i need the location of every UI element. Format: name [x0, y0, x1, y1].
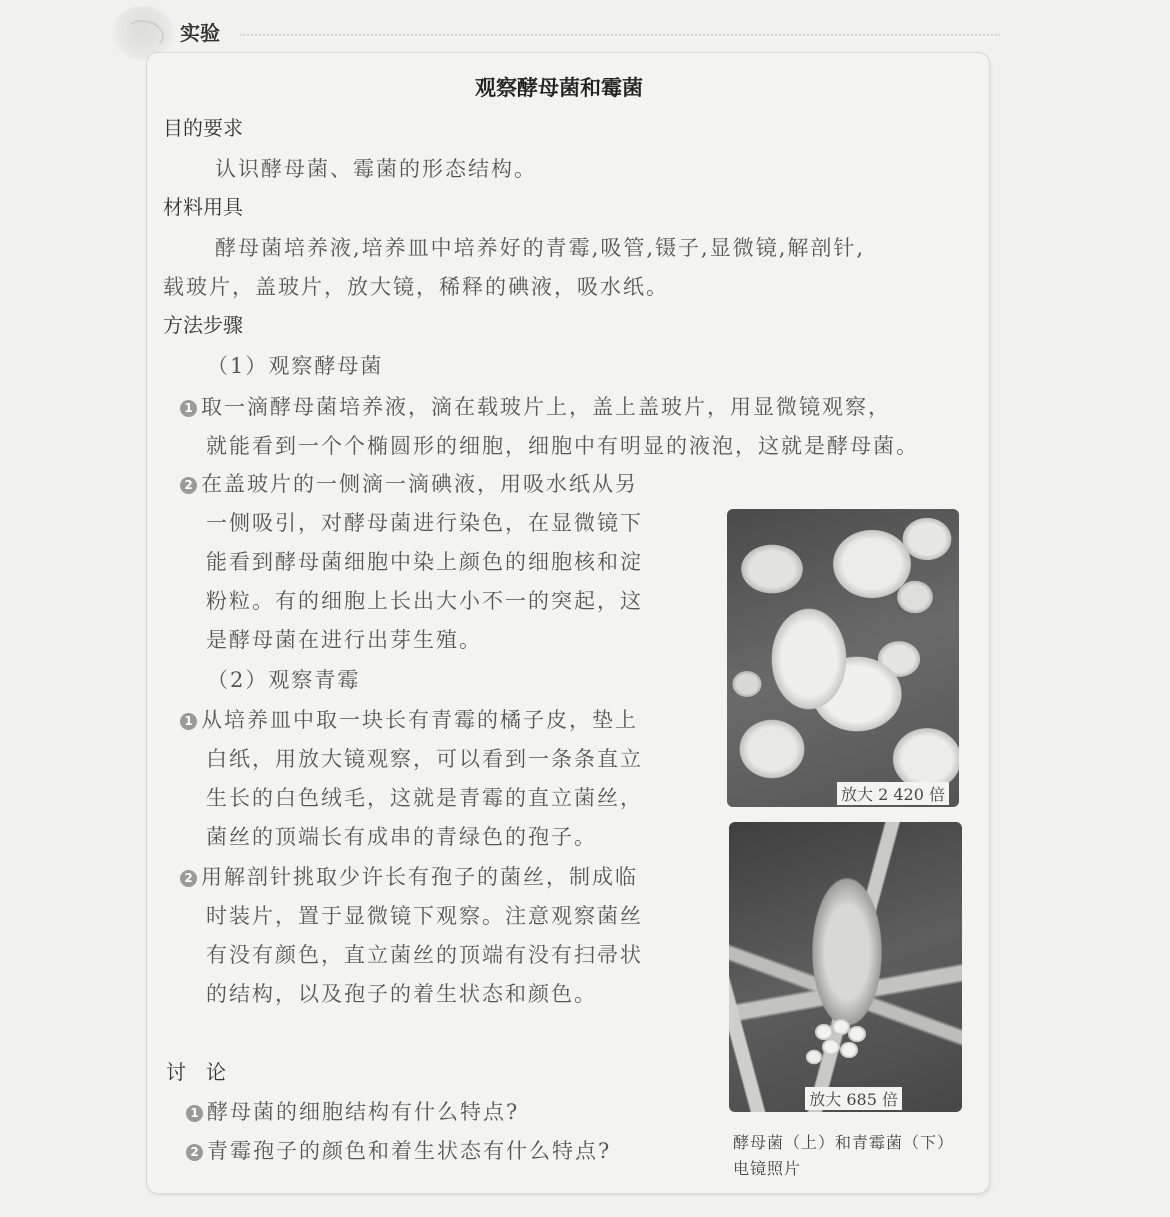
part2-title: （2）观察青霉 — [207, 668, 361, 692]
part2-step2-line-4: 的结构，以及孢子的着生状态和颜色。 — [206, 982, 597, 1006]
materials-heading: 材料用具 — [163, 195, 243, 219]
mold-magnification-label: 放大 685 倍 — [805, 1087, 902, 1110]
method-heading: 方法步骤 — [163, 313, 243, 337]
part2-step2-line-2: 时装片，置于显微镜下观察。注意观察菌丝 — [206, 904, 643, 928]
step-number-badge: 2 — [180, 870, 197, 887]
step-number-badge: 1 — [180, 713, 197, 730]
part2-step2-line-3: 有没有颜色，直立菌丝的顶端有没有扫帚状 — [206, 943, 643, 967]
part2-step1-line-3: 生长的白色绒毛，这就是青霉的直立菌丝， — [206, 786, 643, 810]
purpose-heading: 目的要求 — [163, 116, 243, 140]
part1-step1-line-2: 就能看到一个个椭圆形的细胞，细胞中有明显的液泡，这就是酵母菌。 — [206, 434, 919, 458]
materials-line-1: 酵母菌培养液,培养皿中培养好的青霉,吸管,镊子,显微镜,解剖针, — [215, 236, 866, 260]
step-number-badge: 2 — [180, 477, 197, 494]
part1-step2-line-2: 一侧吸引，对酵母菌进行染色，在显微镜下 — [206, 511, 643, 535]
part2-step1-line-1: 1 从培养皿中取一块长有青霉的橘子皮，垫上 — [180, 704, 638, 734]
yeast-magnification-label: 放大 2 420 倍 — [837, 782, 949, 805]
section-label: 实验 — [180, 21, 220, 45]
penicillium-micrograph — [729, 822, 962, 1112]
figure-caption-line-2: 电镜照片 — [733, 1159, 802, 1178]
question-number-badge: 2 — [186, 1144, 203, 1161]
yeast-micrograph — [727, 509, 959, 807]
discussion-question-2: 2 青霉孢子的颜色和着生状态有什么特点? — [186, 1135, 611, 1165]
page-title: 观察酵母菌和霉菌 — [475, 76, 643, 100]
discussion-heading: 讨 论 — [166, 1060, 226, 1084]
part1-step2-line-3: 能看到酵母菌细胞中染上颜色的细胞核和淀 — [206, 550, 643, 574]
purpose-text: 认识酵母菌、霉菌的形态结构。 — [215, 157, 537, 181]
part2-step2-line-1: 2 用解剖针挑取少许长有孢子的菌丝，制成临 — [180, 861, 638, 891]
figure-caption-line-1: 酵母菌（上）和青霉菌（下） — [733, 1133, 955, 1152]
part1-step2-line-4: 粉粒。有的细胞上长出大小不一的突起，这 — [206, 589, 643, 613]
materials-line-2: 载玻片，盖玻片，放大镜，稀释的碘液，吸水纸。 — [163, 275, 669, 299]
part1-title: （1）观察酵母菌 — [207, 354, 384, 378]
part1-step2-line-1: 2 在盖玻片的一侧滴一滴碘液，用吸水纸从另 — [180, 468, 638, 498]
part1-step1-line-1: 1 取一滴酵母菌培养液，滴在载玻片上，盖上盖玻片，用显微镜观察， — [180, 391, 891, 421]
part2-step1-line-4: 菌丝的顶端长有成串的青绿色的孢子。 — [206, 825, 597, 849]
question-number-badge: 1 — [186, 1105, 203, 1122]
step-number-badge: 1 — [180, 400, 197, 417]
part1-step2-line-5: 是酵母菌在进行出芽生殖。 — [206, 628, 482, 652]
header-divider — [240, 34, 1000, 36]
part2-step1-line-2: 白纸，用放大镜观察，可以看到一条条直立 — [206, 747, 643, 771]
discussion-question-1: 1 酵母菌的细胞结构有什么特点? — [186, 1096, 519, 1126]
